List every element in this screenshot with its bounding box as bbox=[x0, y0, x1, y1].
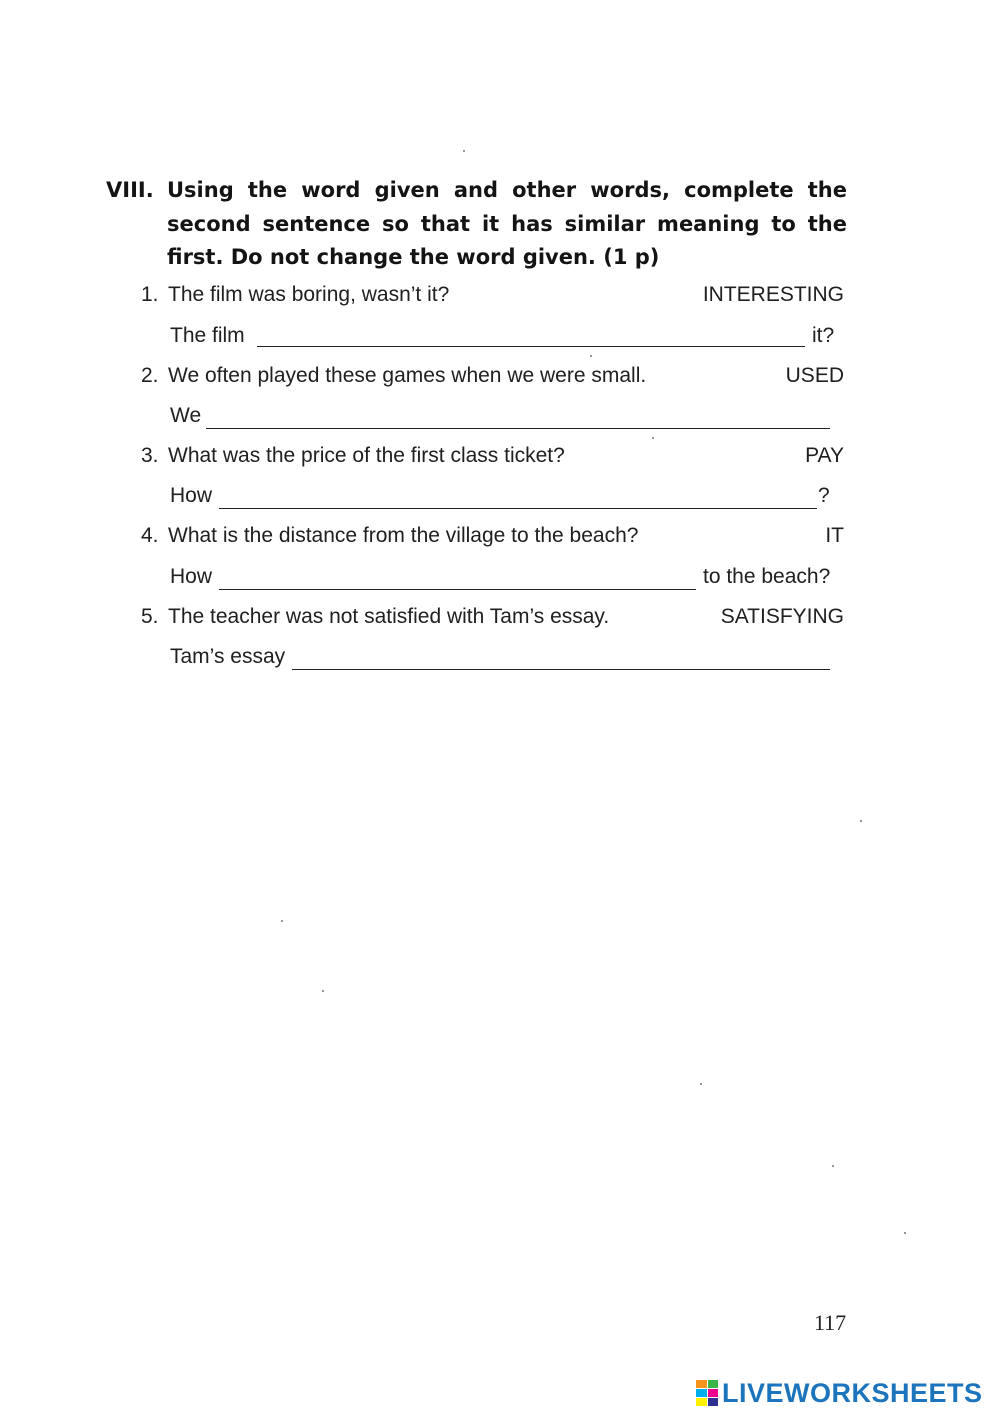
answer-lead: We bbox=[170, 404, 202, 427]
answer-line-3 bbox=[0, 484, 1000, 518]
scan-speck bbox=[652, 437, 654, 439]
answer-blank[interactable] bbox=[219, 589, 696, 590]
scan-speck bbox=[281, 920, 283, 922]
answer-lead: Tam’s essay bbox=[170, 645, 286, 668]
keyword: SATISFYING bbox=[720, 605, 844, 628]
question-number: 2. bbox=[141, 364, 159, 387]
answer-line-4 bbox=[0, 565, 1000, 599]
question-number: 1. bbox=[141, 283, 159, 306]
keyword: PAY bbox=[805, 444, 844, 467]
question-sentence: What was the price of the first class ticket? bbox=[168, 444, 565, 467]
answer-tail: it? bbox=[812, 324, 835, 347]
question-number: 5. bbox=[141, 605, 159, 628]
exercise-number: VIII. bbox=[106, 178, 154, 202]
liveworksheets-icon bbox=[696, 1380, 718, 1406]
answer-blank[interactable] bbox=[219, 508, 817, 509]
answer-tail: ? bbox=[818, 484, 830, 507]
scan-speck bbox=[904, 1232, 906, 1234]
question-3 bbox=[0, 444, 1000, 478]
scan-speck bbox=[322, 990, 324, 992]
answer-lead: How bbox=[170, 484, 213, 507]
question-sentence: The film was boring, wasn’t it? bbox=[168, 283, 450, 306]
scan-speck bbox=[700, 1083, 702, 1085]
scan-speck bbox=[832, 1165, 834, 1167]
logo-text: LIVEWORKSHEETS bbox=[722, 1377, 983, 1408]
liveworksheets-logo bbox=[696, 1376, 983, 1410]
question-sentence: The teacher was not satisfied with Tam’s essay. bbox=[168, 605, 610, 628]
question-number: 3. bbox=[141, 444, 159, 467]
answer-lead: The film bbox=[170, 324, 245, 347]
answer-lead: How bbox=[170, 565, 213, 588]
answer-line-1 bbox=[0, 324, 1000, 358]
answer-blank[interactable] bbox=[206, 428, 830, 429]
question-sentence: We often played these games when we were small. bbox=[168, 364, 647, 387]
answer-blank[interactable] bbox=[257, 346, 805, 347]
answer-line-5 bbox=[0, 645, 1000, 679]
answer-line-2 bbox=[0, 404, 1000, 438]
page-number: 117 bbox=[814, 1310, 847, 1335]
scan-speck bbox=[860, 820, 862, 822]
question-sentence: What is the distance from the village to the beach? bbox=[168, 524, 639, 547]
question-number: 4. bbox=[141, 524, 159, 547]
keyword: IT bbox=[825, 524, 844, 547]
question-4 bbox=[0, 524, 1000, 558]
exercise-instructions: Using the word given and other words, complete the second sentence so that it has similar meaning to the first. Do not change the word given. (1 p) bbox=[167, 178, 847, 269]
scan-speck bbox=[463, 150, 465, 152]
question-1 bbox=[0, 283, 1000, 317]
keyword: INTERESTING bbox=[702, 283, 844, 306]
question-5 bbox=[0, 605, 1000, 639]
scan-speck bbox=[590, 355, 592, 357]
answer-blank[interactable] bbox=[292, 669, 830, 670]
question-2 bbox=[0, 364, 1000, 398]
keyword: USED bbox=[785, 364, 844, 387]
answer-tail: to the beach? bbox=[703, 565, 831, 588]
